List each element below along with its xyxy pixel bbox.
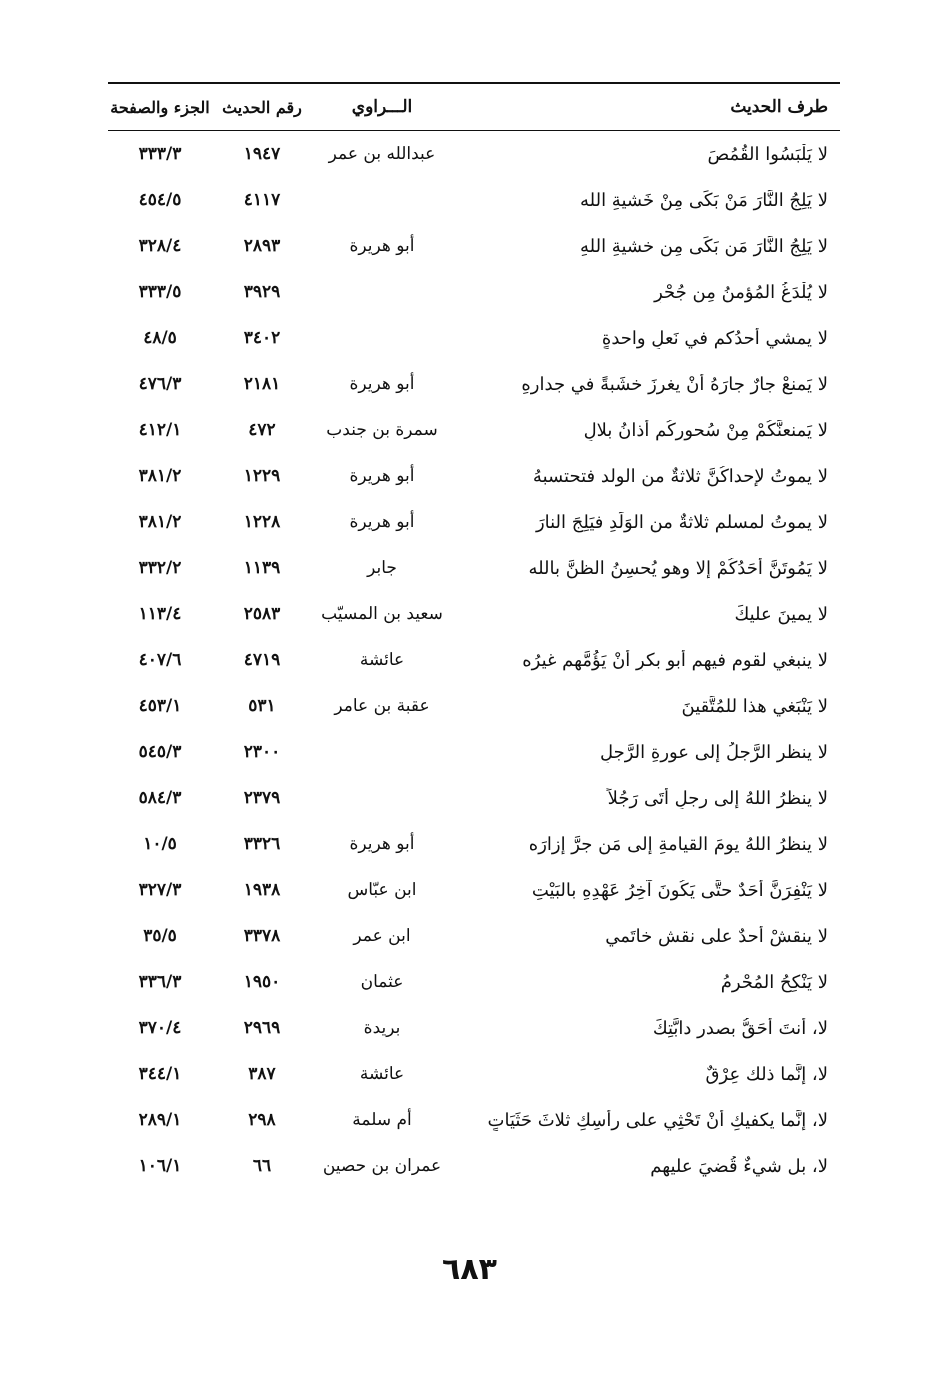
page-number: ٦٨٣ — [442, 1252, 497, 1287]
hadith-number: ٣٤٠٢ — [243, 328, 281, 348]
table-row — [108, 177, 840, 223]
table-row — [108, 729, 840, 775]
header-hadith-title: طرف الحديث — [730, 97, 828, 117]
hadith-title: لا يمينَ عليكَ — [734, 603, 828, 625]
narrator: أبو هريرة — [349, 834, 415, 854]
volume-page: ١١٣/٤ — [138, 604, 182, 624]
hadith-number: ١٩٤٧ — [243, 144, 281, 164]
hadith-number: ٢٥٨٣ — [243, 604, 281, 624]
hadith-number: ١٩٥٠ — [243, 972, 281, 992]
hadith-title: لا يموتُ لإحداكُنَّ ثلاثةٌ من الولد فتحتسبهُ — [532, 465, 828, 487]
volume-page: ٤٥٤/٥ — [138, 190, 182, 210]
table-row — [108, 913, 840, 959]
table-row — [108, 223, 840, 269]
header-hadith-number: رقم الحديث — [222, 97, 302, 117]
hadith-title: لا يَلْبَسُوا القُمُصَ — [707, 143, 828, 165]
volume-page: ٣٣٣/٥ — [138, 282, 182, 302]
volume-page: ١٠٦/١ — [138, 1156, 182, 1176]
hadith-number: ٤١١٧ — [243, 190, 281, 210]
table-row — [108, 683, 840, 729]
table-row — [108, 1051, 840, 1097]
volume-page: ٥٨٤/٣ — [138, 788, 182, 808]
narrator: أبو هريرة — [349, 374, 415, 394]
hadith-number: ٢٣٠٠ — [243, 742, 281, 762]
hadith-number: ١١٣٩ — [243, 558, 281, 578]
hadith-title: لا يَنْكِحُ المُحْرِمُ — [720, 971, 828, 993]
table-row — [108, 499, 840, 545]
hadith-number: ٢٣٧٩ — [243, 788, 281, 808]
narrator: عائشة — [359, 650, 405, 670]
hadith-title: لا يَنْفِرَنَّ أَحَدٌ حتَّى يَكُونَ آخِرُ عَهْدِهِ بالبَيْتِ — [531, 879, 828, 901]
header-volume-page: الجزء والصفحة — [110, 97, 210, 117]
narrator: أم سلمة — [352, 1110, 412, 1130]
hadith-title: لا يَمنعنَّكُمْ مِنْ سُحورِكُم أذانُ بلالٍ — [583, 419, 828, 441]
narrator: ابن عمر — [353, 926, 411, 946]
table-body — [108, 131, 840, 1189]
narrator: أبو هريرة — [349, 512, 415, 532]
table-row — [108, 269, 840, 315]
hadith-title: لا يَنْبَغي هذا للمُتَّقينَ — [681, 695, 828, 717]
header-narrator: الـــراوي — [351, 97, 413, 117]
hadith-title: لا يُلْدَغُ المُؤمنُ مِن جُحْرٍ — [654, 281, 828, 303]
hadith-title: لا ينظرُ اللهُ إلى رجلٍ أَتَى رَجُلاً — [607, 787, 828, 809]
table-row — [108, 545, 840, 591]
hadith-number: ١٢٢٨ — [243, 512, 281, 532]
hadith-number: ٢١٨١ — [243, 374, 281, 394]
hadith-title: لا، إنَّما يكفيكِ أَنْ تَحْثِي على رأْسِكِ ثلاثَ حَثَيَاتٍ — [487, 1109, 828, 1131]
volume-page: ٣٣٢/٢ — [138, 558, 182, 578]
volume-page: ٤٧٦/٣ — [138, 374, 182, 394]
hadith-title: لا ينظرُ اللهُ يومَ القيامةِ إلى مَن جرَّ إزارَه — [528, 833, 828, 855]
hadith-title: لا، إنَّما ذلك عِرْقٌ — [705, 1063, 828, 1085]
hadith-index-table — [108, 82, 840, 1189]
volume-page: ٣٧٠/٤ — [138, 1018, 182, 1038]
narrator: عقبة بن عامر — [334, 696, 430, 716]
hadith-number: ٥٣١ — [248, 696, 276, 716]
hadith-number: ٢٨٩٣ — [243, 236, 281, 256]
hadith-number: ١٩٣٨ — [243, 880, 281, 900]
volume-page: ٥٤٥/٣ — [138, 742, 182, 762]
hadith-number: ٤٧١٩ — [243, 650, 281, 670]
narrator: أبو هريرة — [349, 466, 415, 486]
hadith-title: لا يموتُ لمسلمٍ ثلاثةٌ من الوَلَدِ فيَلِجَ النارَ — [535, 511, 828, 533]
narrator: سمرة بن جندب — [326, 420, 438, 440]
hadith-number: ٤٧٢ — [248, 420, 276, 440]
narrator: أبو هريرة — [349, 236, 415, 256]
volume-page: ٣٤٤/١ — [138, 1064, 182, 1084]
table-row — [108, 1143, 840, 1189]
hadith-title: لا ينبغي لقومٍ فيهم أبو بكرٍ أَنْ يَؤُمَّهم غيرُه — [522, 649, 828, 671]
hadith-number: ٦٦ — [252, 1156, 272, 1176]
hadith-number: ٢٩٦٩ — [243, 1018, 281, 1038]
narrator: ابن عبّاس — [347, 880, 417, 900]
hadith-title: لا ينقشْ أحدٌ على نقشِ خاتَمي — [605, 925, 828, 947]
hadith-title: لا ينظرِ الرَّجلُ إلى عورةِ الرَّجلِ — [599, 741, 828, 763]
table-header — [108, 84, 840, 131]
narrator: عثمان — [360, 972, 404, 992]
hadith-number: ٣٩٢٩ — [243, 282, 281, 302]
narrator: سعيد بن المسيّب — [321, 604, 443, 624]
table-row — [108, 637, 840, 683]
hadith-number: ٢٩٨ — [248, 1110, 276, 1130]
volume-page: ٤٥٣/١ — [138, 696, 182, 716]
volume-page: ٣٢٧/٣ — [138, 880, 182, 900]
table-row — [108, 407, 840, 453]
hadith-title: لا يَلِجُ النَّارَ مَنْ بَكَى مِنْ خَشيةِ الله — [579, 189, 828, 211]
volume-page: ٣٣٦/٣ — [138, 972, 182, 992]
volume-page: ١٠/٥ — [143, 834, 177, 854]
hadith-number: ١٢٢٩ — [243, 466, 281, 486]
hadith-number: ٣٨٧ — [248, 1064, 276, 1084]
table-row — [108, 591, 840, 637]
table-row — [108, 315, 840, 361]
volume-page: ٣٨١/٢ — [138, 466, 182, 486]
narrator: عبدالله بن عمر — [328, 144, 436, 164]
hadith-number: ٣٣٢٦ — [243, 834, 281, 854]
table-row — [108, 867, 840, 913]
hadith-title: لا، بل شيءٌ قُضيَ عليهم — [650, 1155, 828, 1177]
volume-page: ٤٨/٥ — [143, 328, 177, 348]
hadith-title: لا يَمُوتَنَّ أَحَدُكُمْ إلا وهو يُحسِنُ الظنَّ بالله — [528, 557, 828, 579]
volume-page: ٤١٢/١ — [138, 420, 182, 440]
table-row — [108, 453, 840, 499]
hadith-number: ٣٣٧٨ — [243, 926, 281, 946]
table-row — [108, 1005, 840, 1051]
volume-page: ٢٨٩/١ — [138, 1110, 182, 1130]
narrator: عمران بن حصين — [322, 1156, 442, 1176]
hadith-title: لا، أنتَ أَحَقُّ بصدرِ دابَّتِكَ — [652, 1017, 828, 1039]
volume-page: ٣٢٨/٤ — [138, 236, 182, 256]
narrator: بريدة — [363, 1018, 401, 1038]
table-row — [108, 821, 840, 867]
table-row — [108, 1097, 840, 1143]
volume-page: ٣٥/٥ — [143, 926, 177, 946]
table-row — [108, 131, 840, 177]
table-row — [108, 959, 840, 1005]
narrator: عائشة — [359, 1064, 405, 1084]
table-row — [108, 775, 840, 821]
hadith-title: لا يَمنعْ جارٌ جارَهُ أنْ يغرِزَ خشَبةً في جدارِهِ — [521, 373, 828, 395]
hadith-title: لا يمشي أحدُكم في نَعلٍ واحدةٍ — [601, 327, 828, 349]
volume-page: ٤٠٧/٦ — [138, 650, 182, 670]
table-row — [108, 361, 840, 407]
narrator: جابر — [367, 558, 397, 578]
hadith-title: لا يَلِجُ النَّارَ مَن بَكَى مِن خشيةِ اللهِ — [579, 235, 828, 257]
volume-page: ٣٨١/٢ — [138, 512, 182, 532]
volume-page: ٣٣٣/٣ — [138, 144, 182, 164]
